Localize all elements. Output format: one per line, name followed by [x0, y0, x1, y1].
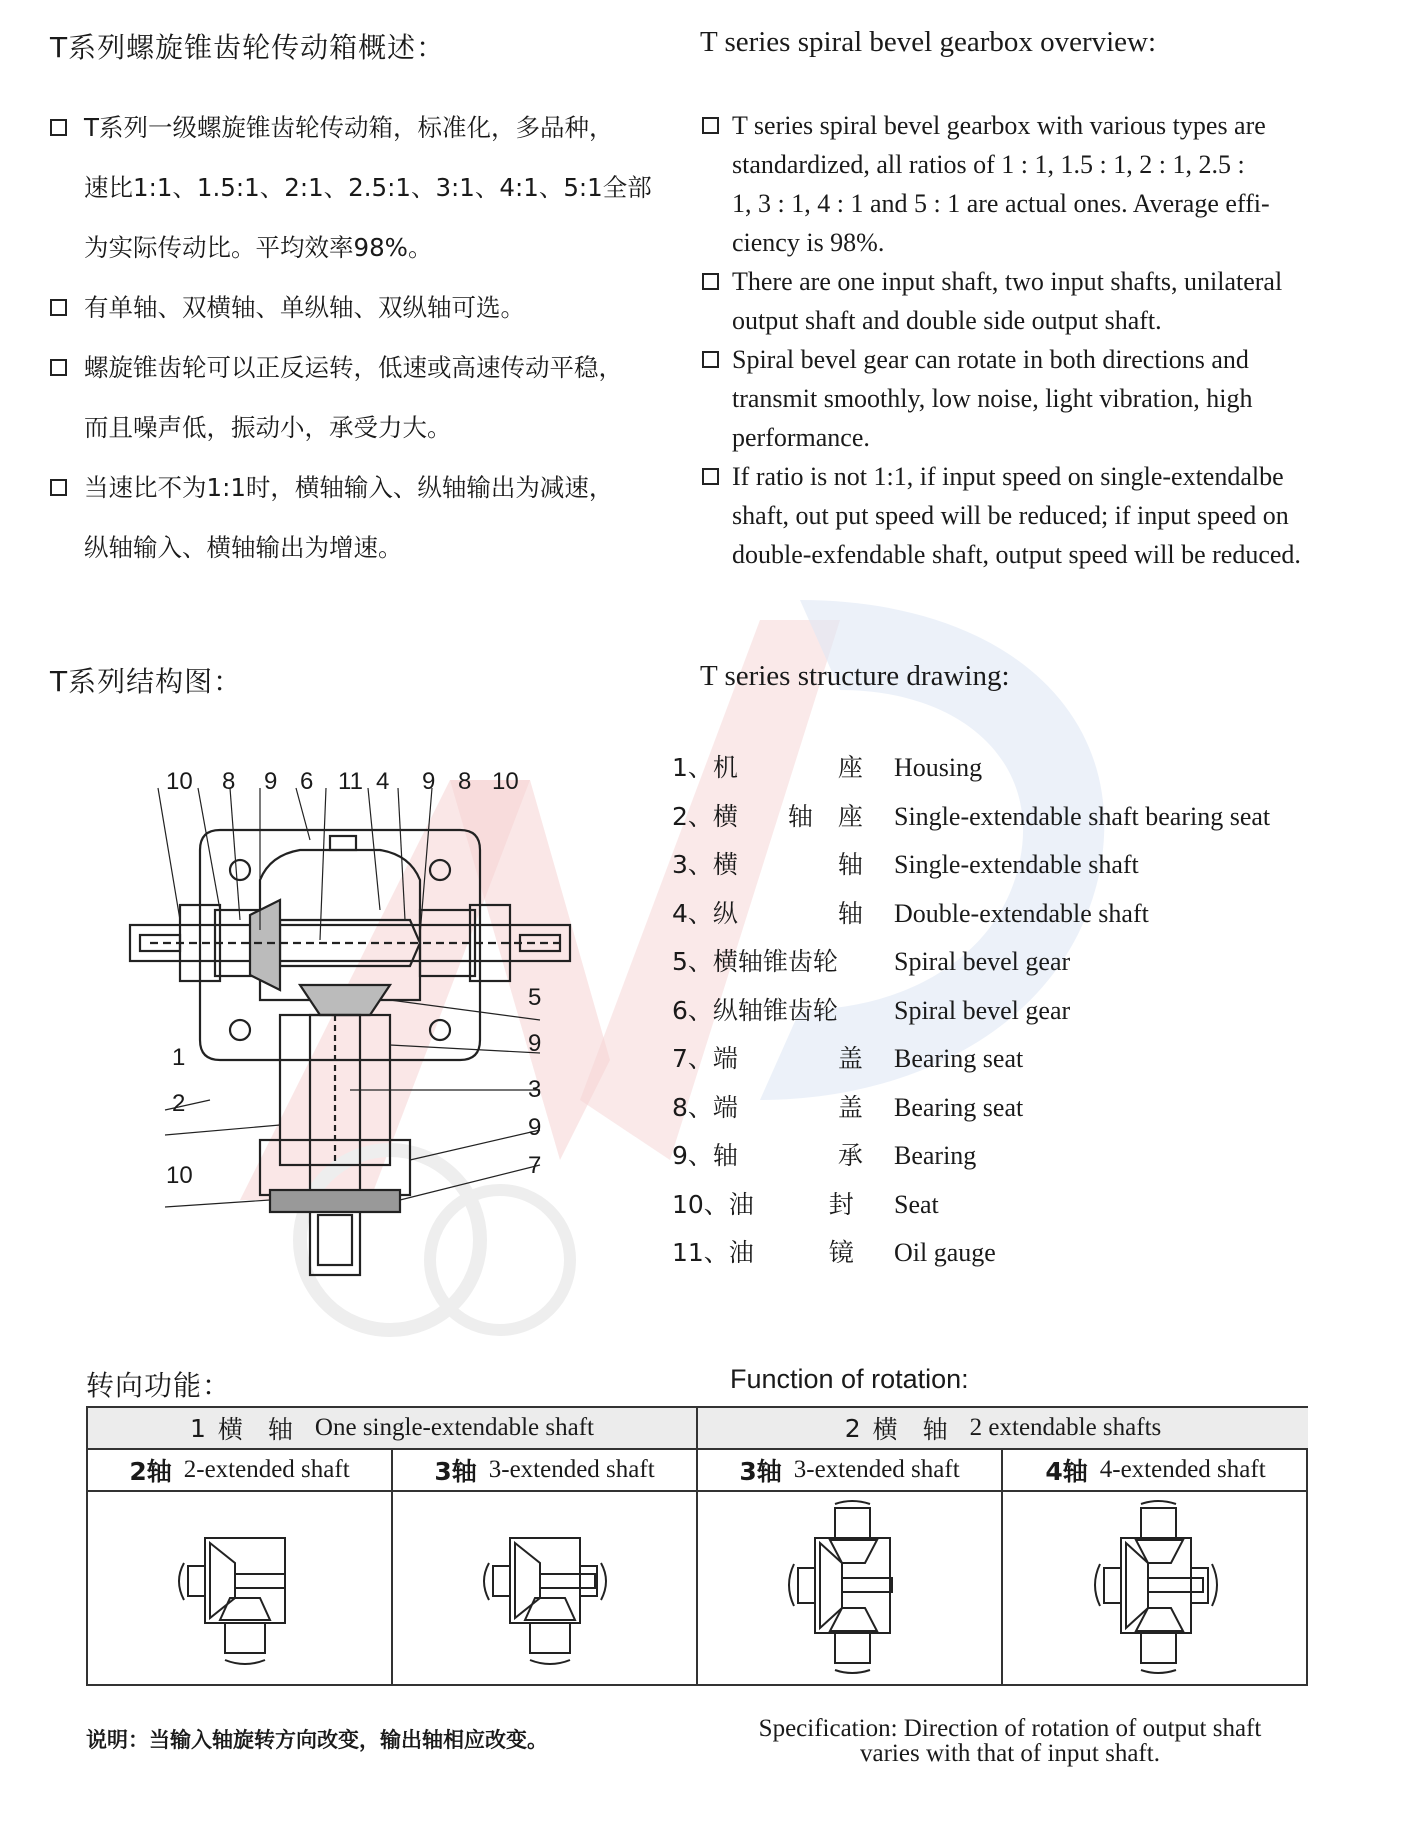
- overview-title-cn: T系列螺旋锥齿轮传动箱概述：: [50, 31, 446, 64]
- checkbox-icon: [50, 359, 67, 376]
- left-label: 10: [166, 1162, 193, 1189]
- gearbox-4-shaft-icon: [1086, 1498, 1226, 1678]
- list-item: 8、端 盖 Bearing seat: [672, 1092, 1024, 1122]
- rotation-title-en: Function of rotation:: [730, 1364, 969, 1394]
- list-item: There are one input shaft, two input shafts, unilateral output shaft and double side output shaft.: [702, 262, 1392, 340]
- checkbox-icon: [702, 468, 719, 485]
- group-header-1: 1 横 轴 One single-extendable shaft: [88, 1408, 698, 1450]
- left-label: 1: [172, 1044, 186, 1071]
- list-item: 2、横 轴 座 Single-extendable shaft bearing seat: [672, 801, 1271, 831]
- column-header: 2轴 2-extended shaft: [88, 1450, 393, 1492]
- structure-title-cn: T系列结构图：: [50, 665, 243, 698]
- right-label: 7: [528, 1152, 542, 1179]
- list-item: T系列一级螺旋锥齿轮传动箱，标准化，多品种， 速比1:1、1.5:1、2:1、2.5:1、3:1、4:1、5:1全部 为实际传动比。平均效率98%。: [50, 98, 690, 278]
- column-header: 3轴 3-extended shaft: [698, 1450, 1003, 1492]
- list-item: 7、端 盖 Bearing seat: [672, 1044, 1024, 1073]
- checkbox-icon: [702, 273, 719, 290]
- note-en: Specification: Direction of rotation of output shaft varies with that of input shaft.: [758, 1715, 1262, 1767]
- list-item: 5、横轴锥齿轮 Spiral bevel gear: [672, 947, 1071, 976]
- checkbox-icon: [50, 299, 67, 316]
- checkbox-icon: [50, 119, 67, 136]
- rotation-diagram-3-shaft: [393, 1492, 698, 1684]
- checkbox-icon: [702, 117, 719, 134]
- gearbox-3-shaft-icon: [475, 1508, 615, 1668]
- list-item: If ratio is not 1:1, if input speed on single-extendalbe shaft, out put speed will be reduced; if input speed on double-exfendable shaft, output speed will be reduced.: [702, 457, 1392, 574]
- parts-list: [672, 744, 1372, 1284]
- right-label: 9: [528, 1030, 542, 1057]
- note-cn: 说明：当输入轴旋转方向改变，输出轴相应改变。: [86, 1728, 548, 1752]
- right-label: 9: [528, 1114, 542, 1141]
- gearbox-3-shaft-vertical-icon: [780, 1498, 920, 1678]
- column-header: 4轴 4-extended shaft: [1003, 1450, 1308, 1492]
- list-item: T series spiral bevel gearbox with various types are standardized, all ratios of 1 : 1, 1.5 : 1, 2 : 1, 2.5 : 1, 3 : 1, 4 : 1 and 5 : 1 are actual ones. Average effi- ciency is 98%.: [702, 106, 1392, 262]
- overview-list-en: [702, 106, 1392, 574]
- overview-list-cn: [50, 98, 690, 578]
- list-item: 有单轴、双横轴、单纵轴、双纵轴可选。: [50, 278, 690, 338]
- rotation-table: [86, 1406, 1308, 1686]
- rotation-diagram-3-shaft-b: [698, 1492, 1003, 1684]
- group-header-2: 2 横 轴 2 extendable shafts: [698, 1408, 1308, 1450]
- list-item: 6、纵轴锥齿轮 Spiral bevel gear: [672, 995, 1071, 1025]
- checkbox-icon: [50, 479, 67, 496]
- rotation-diagram-2-shaft: [88, 1492, 393, 1684]
- left-label: 2: [172, 1090, 186, 1117]
- list-item: 10、油 封 Seat: [672, 1189, 939, 1219]
- structure-title-en: T series structure drawing:: [700, 660, 1010, 692]
- list-item: 1、机 座 Housing: [672, 753, 983, 782]
- list-item: 4、纵 轴 Double-extendable shaft: [672, 898, 1149, 928]
- rotation-title-cn: 转向功能：: [86, 1369, 232, 1402]
- gearbox-structure-drawing: [120, 760, 590, 1280]
- overview-title-en: T series spiral bevel gearbox overview:: [700, 26, 1157, 58]
- right-label: 5: [528, 984, 542, 1011]
- list-item: 当速比不为1:1时，横轴输入、纵轴输出为减速， 纵轴输入、横轴输出为增速。: [50, 458, 690, 578]
- list-item: 9、轴 承 Bearing: [672, 1141, 977, 1170]
- list-item: 11、油 镜 Oil gauge: [672, 1238, 996, 1267]
- rotation-diagram-4-shaft: [1003, 1492, 1308, 1684]
- gearbox-2-shaft-icon: [170, 1508, 310, 1668]
- column-header: 3轴 3-extended shaft: [393, 1450, 698, 1492]
- list-item: 螺旋锥齿轮可以正反运转，低速或高速传动平稳， 而且噪声低，振动小，承受力大。: [50, 338, 690, 458]
- list-item: Spiral bevel gear can rotate in both directions and transmit smoothly, low noise, light vibration, high performance.: [702, 340, 1392, 457]
- right-label: 3: [528, 1076, 542, 1103]
- checkbox-icon: [702, 351, 719, 368]
- list-item: 3、横 轴 Single-extendable shaft: [672, 850, 1139, 879]
